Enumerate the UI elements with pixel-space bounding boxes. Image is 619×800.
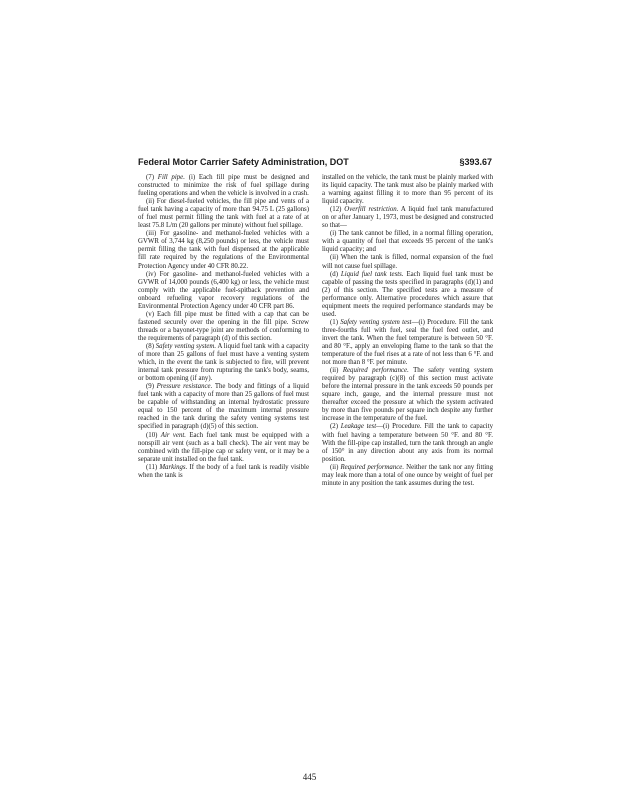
paragraph [138,230,309,270]
paragraph-designator: (2) [330,423,341,431]
paragraph [138,383,309,431]
paragraph [138,343,309,383]
paragraph-designator: (1) [330,318,341,326]
paragraph-text: The body and fittings of a liquid fuel tank with a capacity of more than 25 gallons of fuel must be capable of withstanding an internal hydrostatic pressure equal to 150 percent of the maximum internal pressure reached in the tank during the safety venting systems test specified in paragraph (d)(5) of this section. [138,383,309,431]
paragraph-text: A liquid fuel tank with a capacity of more than 25 gallons of fuel must have a venting system which, in the event the tank is subjected to fire, will prevent internal tank pressure from rupturing the tank's body, seams, or bottom opening (if any). [138,342,309,383]
paragraph-heading: Safety venting system. [155,342,217,350]
paragraph [322,367,493,423]
paragraph-text: (iii) For gasoline- and methanol-fueled vehicles with a GVWR of 3,744 kg (8,250 pounds) or less, the vehicle must permit filling the tank with fuel dispensed at the applicable fill rate required by the regulations of the Environmental Protection Agency under 40 CFR 80.22. [138,230,309,270]
paragraph [138,174,309,198]
paragraph-text: (i) The tank cannot be filled, in a normal filling operation, with a quantity of fuel that exceeds 95 percent of the tank's liquid capacity; and [322,230,493,254]
paragraph [138,432,309,464]
paragraph [138,464,309,480]
paragraph-designator: (9) [146,383,157,391]
paragraph-heading: Fill pipe. [157,174,185,181]
paragraph-designator: (ii) [330,463,341,471]
paragraph [322,464,493,488]
paragraph-heading: Pressure resistance. [156,383,213,391]
right-column [322,174,493,752]
header-agency: Federal Motor Carrier Safety Administration, DOT [138,157,349,167]
paragraph-text: Each liquid fuel tank must be capable of passing the tests specified in paragraphs (d)(1) and (2) of this section. The specified tests are a measure of performance only. Alternative procedures which assure that equipment meets the required performance standards may be used. [322,270,493,318]
header-section: §393.67 [459,157,492,167]
paragraph-text: If the body of a fuel tank is readily visible when the tank is [138,463,309,479]
paragraph-heading: Leakage test [340,423,377,431]
paragraph [138,198,309,230]
left-column [138,174,309,752]
paragraph-text: (v) Each fill pipe must be fitted with a cap that can be fastened securely over the opening in the fill pipe. Screw threads or a bayonet-type joint are methods of conforming to the requirements of paragraph (d) of this section. [138,310,309,342]
paragraph-text: (ii) For diesel-fueled vehicles, the fill pipe and vents of a fuel tank having a capacity of more than 94.75 L (25 gallons) of fuel must permit filling the tank with fuel at a rate of at least 75.8 L/m (20 gallons per minute) without fuel spillage. [138,198,309,230]
paragraph [322,423,493,463]
paragraph [322,174,493,206]
paragraph-text: A liquid fuel tank manufactured on or after January 1, 1973, must be designed and constructed so that— [322,206,493,230]
paragraph [322,206,493,230]
paragraph-heading: Overfill restriction. [344,206,399,214]
paragraph-designator: (11) [146,463,160,471]
paragraph-text: —(i) Procedure. Fill the tank to capacity with fuel having a temperature between 50 °F. and 80 °F. With the fill-pipe cap installed, turn the tank through an angle of 150° in any direction about any axis from its normal position. [322,423,493,463]
paragraph-text: (ii) When the tank is filled, normal expansion of the fuel will not cause fuel spillage. [322,254,493,270]
paragraph-designator: (ii) [330,367,343,375]
running-header [138,153,492,167]
paragraph-heading: Required performance. [340,463,405,471]
paragraph-designator: (8) [146,342,156,350]
paragraph-designator: (d) [330,270,341,278]
paragraph [138,311,309,343]
paragraph-designator: (10) [146,431,161,439]
paragraph-heading: Safety venting system test [340,318,412,326]
paragraph-text: Each fuel tank must be equipped with a nonspill air vent (such as a ball check). The air vent may be combined with the fill-pipe cap or safety vent, or it may be a separate unit installed on the fuel tank. [138,431,309,463]
paragraph-heading: Air vent. [160,431,186,439]
paragraph-designator: (7) [146,174,158,181]
paragraph-text: (iv) For gasoline- and methanol-fueled vehicles with a GVWR of 14,000 pounds (6,400 kg) or less, the vehicle must comply with the applicable fuel-spitback prevention and onboard refueling vapor recovery regulations of the Environmental Protection Agency under 40 CFR part 86. [138,270,309,310]
paragraph [322,319,493,367]
paragraph [138,271,309,311]
paragraph-heading: Liquid fuel tank tests. [340,270,404,278]
paragraph-text: The safety venting system required by paragraph (c)(8) of this section must activate before the internal pressure in the tank exceeds 50 pounds per square inch, gauge, and the internal pressure must not thereafter exceed the pressure at which the system activated by more than five pounds per square inch despite any further increase in the temperature of the fuel. [322,367,493,423]
page-number: 445 [302,772,317,782]
paragraph-text: (i) Each fill pipe must be designed and constructed to minimize the risk of fuel spillage during fueling operations and when the vehicle is involved in a crash. [138,174,309,198]
paragraph-text: Neither the tank nor any fitting may leak more than a total of one ounce by weight of fuel per minute in any position the tank assumes during the test. [322,463,493,487]
paragraph-text: installed on the vehicle, the tank must be plainly marked with its liquid capacity. The tank must also be plainly marked with a warning against filling it to more than 95 percent of its liquid capacity. [322,174,493,206]
paragraph-text: —(i) Procedure. Fill the tank three-fourths full with fuel, seal the fuel feed outlet, and invert the tank. When the fuel temperature is between 50 °F. and 80 °F., apply an enveloping flame to the tank so that the temperature of the fuel rises at a rate of not less than 6 °F. and not more than 8 °F. per minute. [322,318,493,367]
paragraph-heading: Required performance. [342,367,409,375]
paragraph-designator: (12) [330,206,345,214]
paragraph [322,271,493,319]
paragraph [322,254,493,270]
paragraph-heading: Markings. [159,463,188,471]
paragraph [322,230,493,254]
